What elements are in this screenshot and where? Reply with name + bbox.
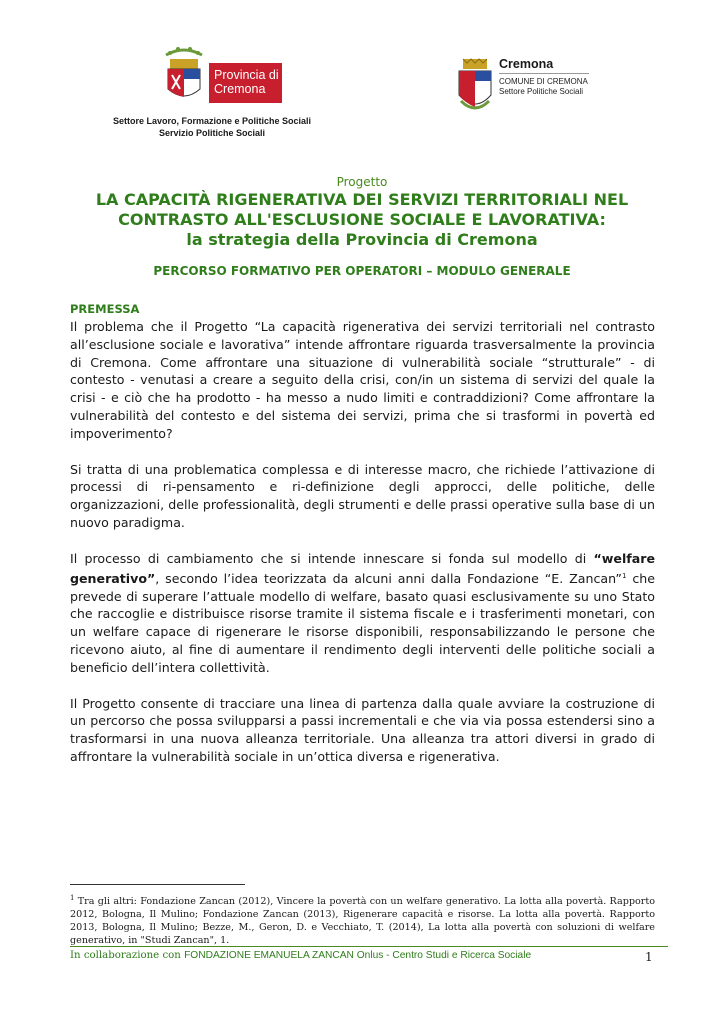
cremona-logo-title: Cremona: [499, 57, 554, 71]
project-kicker: Progetto: [336, 175, 388, 189]
provincia-crest-icon: [160, 45, 208, 105]
paragraph-1: Il problema che il Progetto “La capacità rigenerativa dei servizi territoriali nel contrasto all’esclusione sociale e lavorativa” intende affrontare riguarda trasversalmente la provincia di Cremona. Come affrontare una situazione di vulnerabilità sociale “strutturale” - di contesto - venutasi a creare a seguito della crisi, con/in un sistema di servizi del quale la crisi - e ciò che ha prodotto - ha messo a nudo limiti e contraddizioni? Come affrontare la vulnerabilità del contesto e del sistema dei servizi, prima che si trasformi in povertà ed impoverimento?: [70, 319, 655, 441]
footnote-reference[interactable]: 1: [621, 571, 627, 580]
footnote-text: Tra gli altri: Fondazione Zancan (2012), Vincere la povertà con un welfare generativo. La lotta alla povertà. Rapporto 2012, Bologna, Il Mulino; Fondazione Zancan (2013), Rigenerare capacità e risorse. La lotta alla povertà. Rapporto 2013, Bologna, Il Mulino; Bezze, M., Geron, D. e Vecchiato, T. (2014), La lotta alla povertà con soluzioni di welfare generativo, in "Studi Zancan", 1.: [70, 896, 655, 947]
paragraph-2: Si tratta di una problematica complessa e di interesse macro, che richiede l’attivazione di processi di ri-pensamento e ri-definizione degli approcci, delle politiche, delle organizzazioni, delle professionalità, degli strumenti e delle prassi operative sulla base di un nuovo paradigma.: [70, 461, 655, 530]
welfare-generativo-term: “welfare generativo”: [70, 550, 655, 586]
footer-organization: FONDAZIONE EMANUELA ZANCAN Onlus - Centro Studi e Ricerca Sociale: [184, 950, 532, 961]
paragraph-3: [70, 550, 655, 677]
title-line-3: la strategia della Provincia di Cremona: [186, 230, 538, 249]
settore-line: Settore Lavoro, Formazione e Politiche Sociali: [112, 116, 312, 126]
cremona-logo-line1: COMUNE DI CREMONA: [499, 77, 588, 86]
servizio-line: Servizio Politiche Sociali: [158, 128, 266, 138]
document-title: [0, 190, 724, 250]
title-line-2: CONTRASTO ALL'ESCLUSIONE SOCIALE E LAVORATIVA:: [118, 210, 606, 229]
footer-divider: [70, 946, 668, 947]
paragraph-3-start: Il processo di cambiamento che si intende innescare si fonda sul modello di: [70, 550, 594, 566]
document-subtitle: PERCORSO FORMATIVO PER OPERATORI – MODULO GENERALE: [153, 264, 571, 278]
cremona-crest-icon: [455, 57, 495, 117]
footnote-marker: 1: [70, 894, 75, 902]
page-number: 1: [645, 950, 653, 964]
section-heading: PREMESSA: [70, 302, 140, 316]
comune-cremona-logo: [455, 57, 615, 117]
provincia-logo-text: Provincia di Cremona: [209, 63, 282, 103]
paragraph-3-end: che prevede di superare l’attuale modello di welfare, basato quasi esclusivamente su uno Stato che raccoglie e distribuisce risorse tramite il sistema fiscale e i trasferimenti monetari, con un welfare capace di rigenerare le risorse disponibili, responsabilizzando le persone che ricevono aiuto, al fine di aumentare il rendimento degli interventi delle politiche sociali a beneficio dell’intera collettività.: [70, 570, 655, 675]
title-line-1: LA CAPACITÀ RIGENERATIVA DEI SERVIZI TERRITORIALI NEL: [95, 190, 629, 209]
paragraph-3-mid: , secondo l’idea teorizzata da alcuni anni dalla Fondazione “E. Zancan”: [155, 570, 622, 586]
department-header: [0, 115, 424, 139]
cremona-logo-line2: Settore Politiche Sociali: [499, 87, 584, 96]
provincia-logo: [160, 45, 285, 105]
divider: [499, 73, 589, 74]
footer-prefix: In collaborazione con: [70, 950, 185, 961]
body-text: [70, 318, 655, 784]
paragraph-4: Il Progetto consente di tracciare una linea di partenza dalla quale avviare la costruzione di un percorso che possa svilupparsi a passi incrementali e che via via possa estendersi sino a trasformarsi in una nuova alleanza territoriale. Una alleanza tra attori diversi in grado di affrontare la vulnerabilità sociale in un’ottica diversa e rigenerativa.: [70, 695, 655, 764]
footnote-divider: [70, 884, 245, 885]
footer: [70, 950, 531, 961]
footnote: [70, 892, 655, 947]
